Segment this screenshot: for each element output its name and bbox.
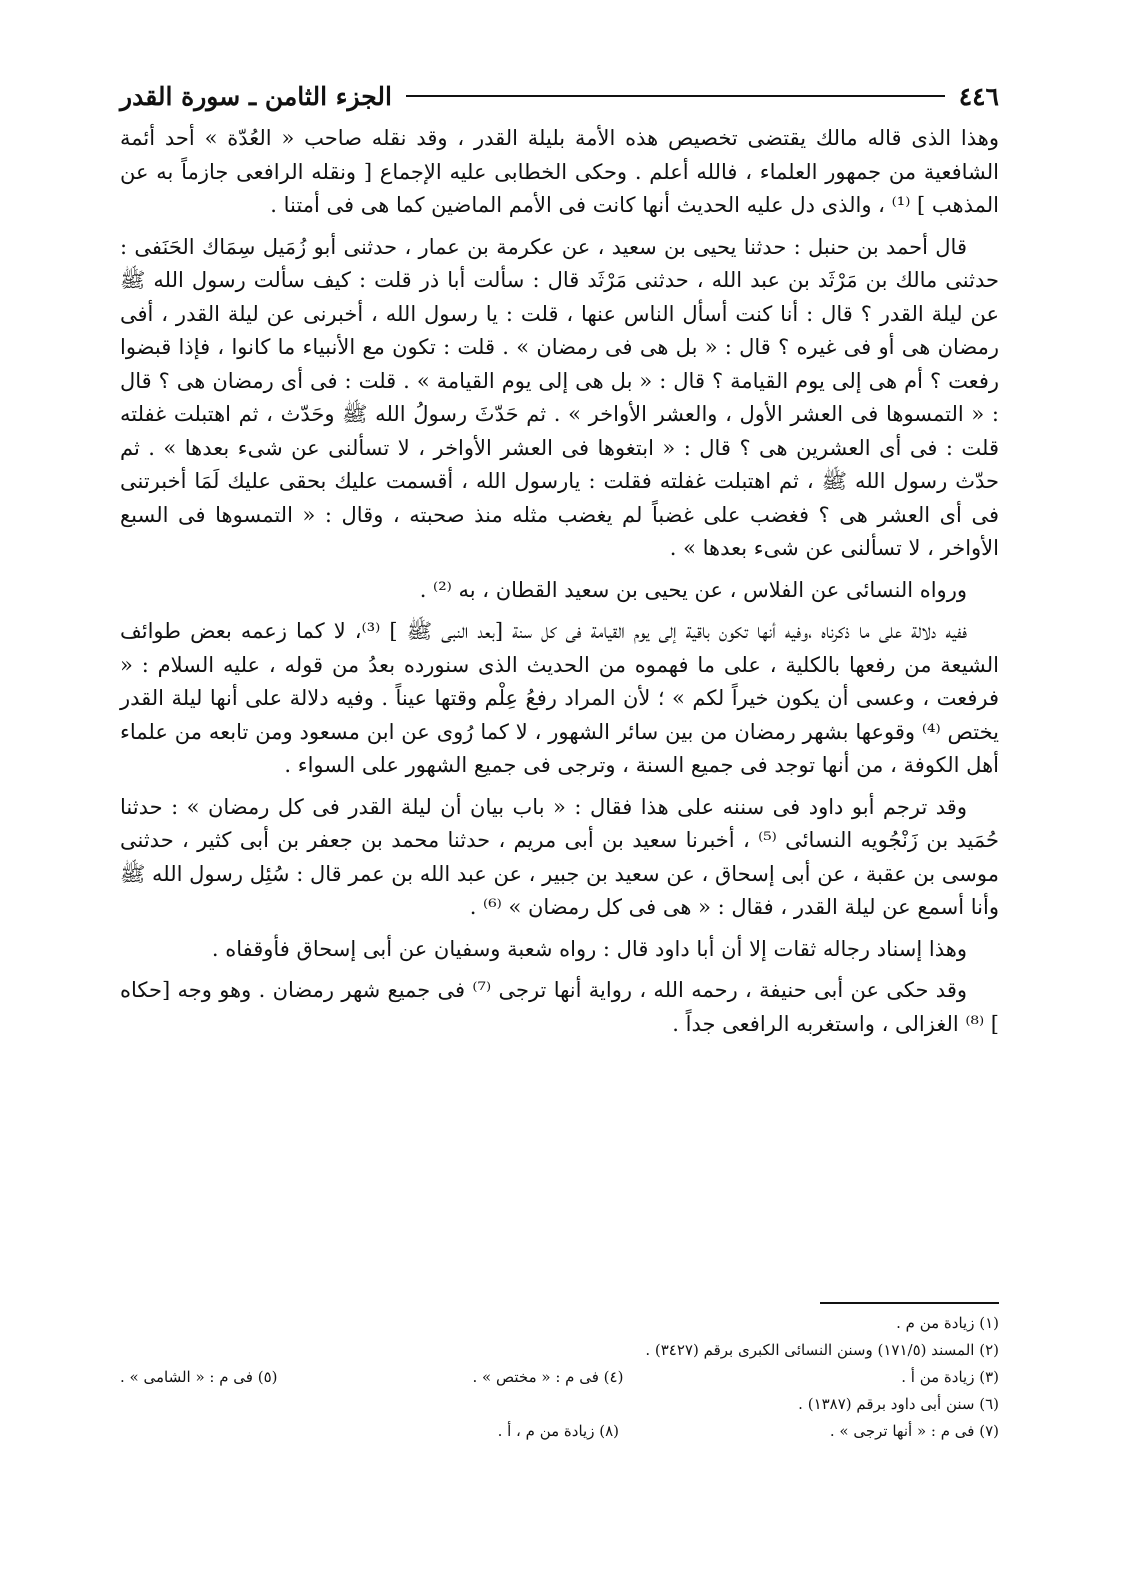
footnote-row — [120, 1364, 999, 1391]
paragraph: قال أحمد بن حنبل : حدثنا يحيى بن سعيد ، عن عكرمة بن عمار ، حدثنى أبو زُمَيل سِمَاك الحَنَفى : حدثنى مالك بن مَرْثَد بن عبد الله ، حدثنى مَرْثَد قال : سألت أبا ذر قلت : كيف سألت رسول الله ﷺ عن ليلة القدر ؟ قال : أنا كنت أسأل الناس عنها ، قلت : يا رسول الله ، أخبرنى عن ليلة القدر ، أفى رمضان هى أو فى غيره ؟ قال : « بل هى فى رمضان » . قلت : تكون مع الأنبياء ما كانوا ، فإذا قبضوا رفعت ؟ أم هى إلى يوم القيامة ؟ قال : « بل هى إلى يوم القيامة » . قلت : فى أى رمضان هى ؟ قال : « التمسوها فى العشر الأول ، والعشر الأواخر » . ثم حَدّثَ رسولُ الله ﷺ وحَدّث ، ثم اهتبلت غفلته قلت : فى أى العشرين هى ؟ قال : « ابتغوها فى العشر الأواخر ، لا تسألنى عن شىء بعدها » . ثم حدّث رسول الله ﷺ ، ثم اهتبلت غفلته فقلت : يارسول الله ، أقسمت عليك بحقى عليك لَمَا أخبرتنى فى أى العشر هى ؟ فغضب على غضباً لم يغضب مثله منذ صحبته ، وقال : « التمسوها فى السبع الأواخر ، لا تسألنى عن شىء بعدها » . — [120, 234, 999, 560]
footnotes — [120, 1310, 999, 1445]
page-number: ٤٤٦ — [958, 81, 999, 111]
footnote-row — [120, 1310, 999, 1337]
footnote-row — [120, 1337, 999, 1364]
paragraph: وقد ترجم أبو داود فى سننه على هذا فقال : « باب بيان أن ليلة القدر فى كل رمضان » : حدثنا حُمَيد بن زَنْجُويه النسائى ⁽⁵⁾ ، أخبرنا سعيد بن أبى مريم ، حدثنا محمد بن جعفر بن أبى كثير ، حدثنى موسى بن عقبة ، عن أبى إسحاق ، عن سعيد بن جبير ، عن عبد الله بن عمر قال : سُئِل رسول الله ﷺ وأنا أسمع عن ليلة القدر ، فقال : « هى فى كل رمضان » ⁽⁶⁾ . — [120, 794, 1000, 919]
running-title: الجزء الثامن ـ سورة القدر — [120, 81, 392, 111]
page-header — [120, 76, 999, 116]
footnote-rule — [820, 1302, 999, 1304]
header-rule — [406, 95, 945, 97]
paragraph: ففيه دلالة على ما ذكرناه ،وفيه أنها تكون باقية إلى يوم القيامة فى كل سنة [بعد النبى ﷺ ] ⁽³⁾، لا كما زعمه بعض طوائف الشيعة من رفعها بالكلية ، على ما فهموه من الحديث الذى سنورده بعدُ من قوله ، عليه السلام : « فرفعت ، وعسى أن يكون خيراً لكم » ؛ لأن المراد رفعُ عِلْم وقتها عيناً . وفيه دلالة على أنها ليلة القدر يختص ⁽⁴⁾ وقوعها بشهر رمضان من بين سائر الشهور ، لا كما رُوى عن ابن مسعود ومن تابعه من علماء أهل الكوفة ، من أنها توجد فى جميع السنة ، وترجى فى جميع الشهور على السواء . — [120, 619, 999, 777]
paragraph: ورواه النسائى عن الفلاس ، عن يحيى بن سعيد القطان ، به ⁽²⁾ . — [419, 577, 967, 602]
footnote-1: (١) زيادة من م . — [896, 1314, 999, 1332]
paragraph: وهذا إسناد رجاله ثقات إلا أن أبا داود قال : رواه شعبة وسفيان عن أبى إسحاق فأوقفاه . — [211, 936, 967, 961]
footnote-row — [120, 1391, 999, 1418]
main-text — [120, 122, 999, 1049]
paragraph: وهذا الذى قاله مالك يقتضى تخصيص هذه الأمة بليلة القدر ، وقد نقله صاحب « العُدّة » أحد أئمة الشافعية من جمهور العلماء ، فالله أعلم . وحكى الخطابى عليه الإجماع [ ونقله الرافعى جازماً به عن المذهب ] ⁽¹⁾ ، والذى دل عليه الحديث أنها كانت فى الأمم الماضين كما هى فى أمتنا . — [120, 126, 999, 217]
footnote-2: (٢) المسند (١٧١/٥) وسنن النسائى الكبرى برقم (٣٤٢٧) . — [645, 1341, 999, 1359]
footnote-3: (٣) زيادة من أ . — [901, 1368, 999, 1386]
paragraph: وقد حكى عن أبى حنيفة ، رحمه الله ، رواية أنها ترجى ⁽⁷⁾ فى جميع شهر رمضان . وهو وجه [حكاه ] ⁽⁸⁾ الغزالى ، واستغربه الرافعى جداً . — [120, 978, 999, 1036]
footnote-4: (٤) فى م : « مختص » . — [472, 1368, 624, 1386]
footnote-7: (٧) فى م : « أنها ترجى » . — [829, 1422, 999, 1440]
footnote-8: (٨) زيادة من م ، أ . — [497, 1422, 619, 1440]
footnote-6: (٦) سنن أبى داود برقم (١٣٨٧) . — [798, 1395, 999, 1413]
footnote-row — [120, 1418, 999, 1445]
footnote-5: (٥) فى م : « الشامى » . — [120, 1368, 278, 1386]
